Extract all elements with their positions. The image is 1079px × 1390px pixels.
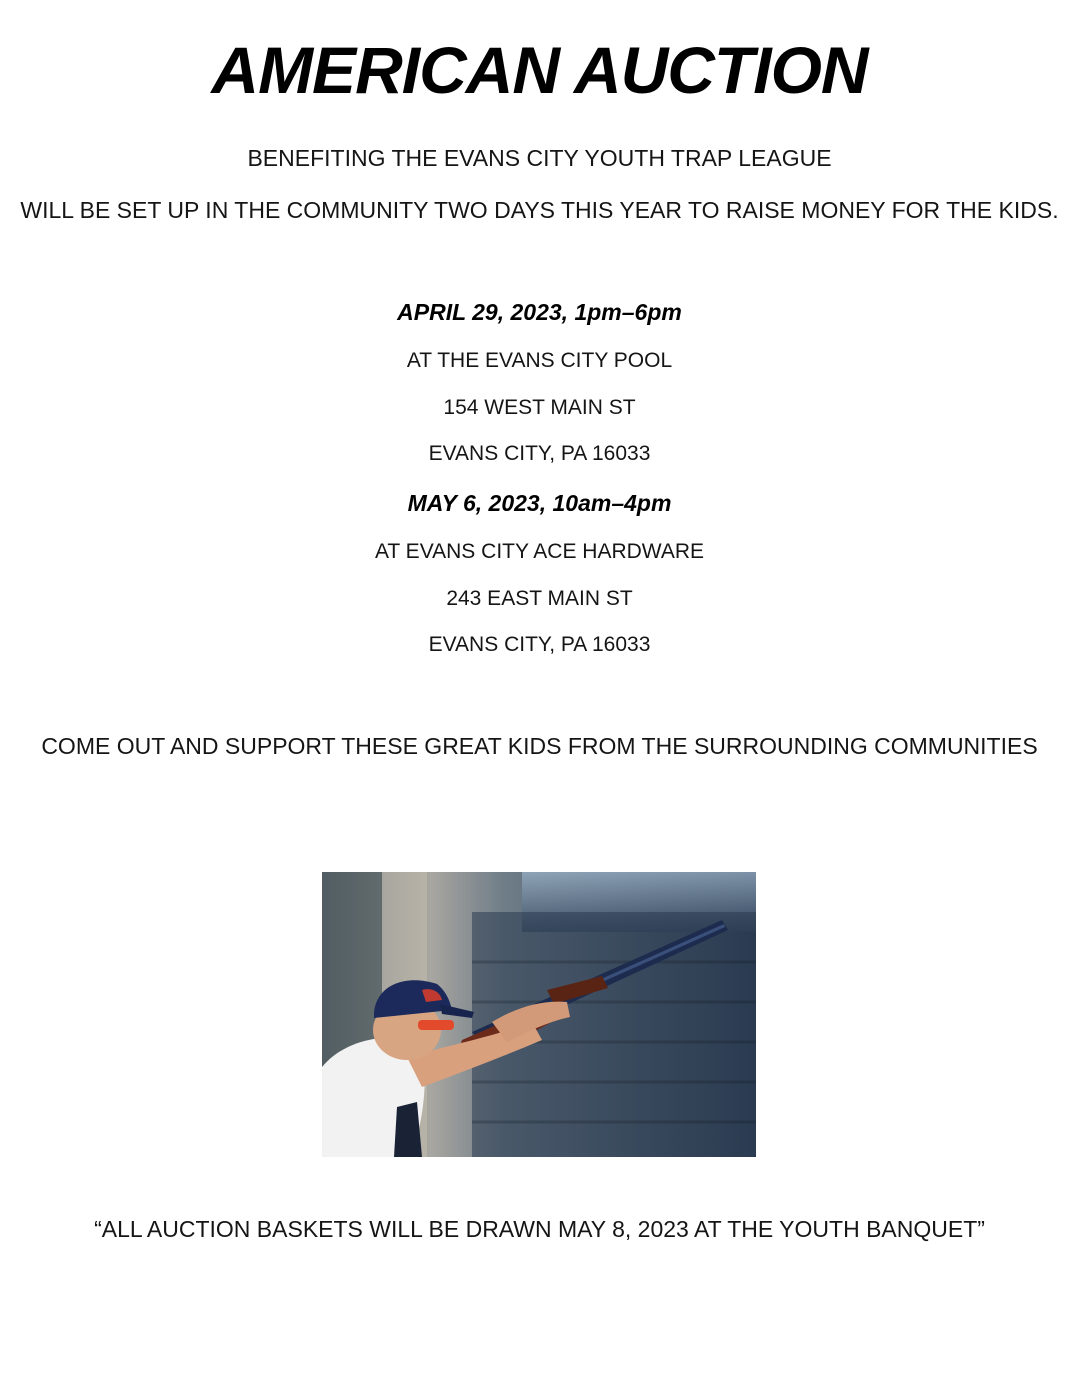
event-1-city: EVANS CITY, PA 16033 <box>428 442 651 465</box>
support-line: COME OUT AND SUPPORT THESE GREAT KIDS FROM THE SURROUNDING COMMUNITIES <box>41 733 1038 759</box>
closing-quote: “ALL AUCTION BASKETS WILL BE DRAWN MAY 8, 2023 AT THE YOUTH BANQUET” <box>94 1216 985 1242</box>
intro-line: WILL BE SET UP IN THE COMMUNITY TWO DAYS THIS YEAR TO RAISE MONEY FOR THE KIDS. <box>20 197 1059 223</box>
event-2-date: MAY 6, 2023, 10am–4pm <box>407 490 672 516</box>
flyer-title: AMERICAN AUCTION <box>211 33 868 107</box>
benefit-line: BENEFITING THE EVANS CITY YOUTH TRAP LEAGUE <box>247 145 832 171</box>
event-1-street: 154 WEST MAIN ST <box>443 396 636 419</box>
trap-shooter-photo <box>322 872 756 1157</box>
event-2-street: 243 EAST MAIN ST <box>446 587 633 610</box>
event-1-venue: AT THE EVANS CITY POOL <box>406 349 673 372</box>
event-2-venue: AT EVANS CITY ACE HARDWARE <box>374 540 705 563</box>
event-2-city: EVANS CITY, PA 16033 <box>428 633 651 656</box>
event-1-date: APRIL 29, 2023, 1pm–6pm <box>397 299 682 325</box>
